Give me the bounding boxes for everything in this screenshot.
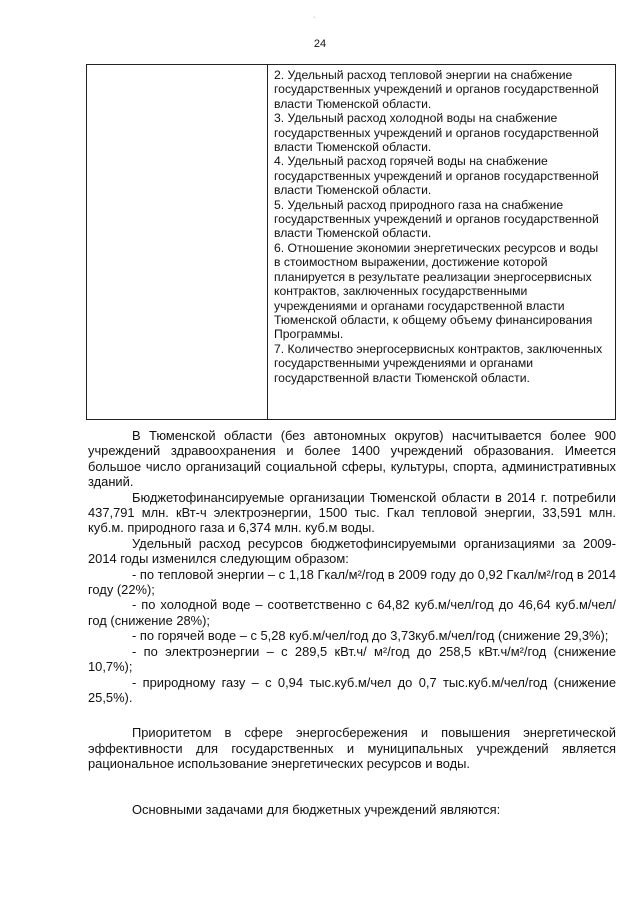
indicator-item: 6. Отношение экономии энергетических ресурсов и воды в стоимостном выражении, достижение которой планируется в результате реализации энергосервисных контрактов, заключенных государственными учреждениями и органами государственной власти Тюменской области, к общему объему финансирования Программы. xyxy=(274,240,599,342)
paragraph-consumption: Бюджетофинансируемые организации Тюменской области в 2014 г. потребили 437,791 млн. кВт-ч электроэнергии, 1500 тыс. Гкал тепловой энергии, 33,591 млн. куб.м. природного газа и 6,374 млн. куб.м воды. xyxy=(88,489,616,536)
indicator-item: 7. Количество энергосервисных контрактов, заключенных государственными учреждениями и органами государственной власти Тюменской области. xyxy=(274,341,603,385)
list-item-heat: - по тепловой энергии – с 1,18 Гкал/м²/год в 2009 году до 0,92 Гкал/м²/год в 2014 году (22%); xyxy=(88,566,616,598)
table-cell-left xyxy=(87,65,268,419)
list-item-gas: - природному газу – с 0,94 тыс.куб.м/чел до 0,7 тыс.куб.м/чел/год (снижение 25,5%). xyxy=(88,674,616,705)
paragraph-specific-consumption: Удельный расход ресурсов бюджетофинсируемыми организациями за 2009-2014 годы изменился следующим образом: xyxy=(88,535,616,567)
list-item-hot-water: - по горячей воде – с 5,28 куб.м/чел/год до 3,73куб.м/чел/год (снижение 29,3%); xyxy=(132,628,609,644)
indicator-item: 3. Удельный расход холодной воды на снабжение государственных учреждений и органов государственной власти Тюменской области. xyxy=(274,111,599,155)
indicators-table xyxy=(86,64,616,420)
paragraph-priority: Приоритетом в сфере энергосбережения и повышения энергетической эффективности для государственных и муниципальных учреждений является рациональное использование энергетических ресурсов и воды. xyxy=(88,725,616,772)
indicator-item: 4. Удельный расход горячей воды на снабжение государственных учреждений и органов государственной власти Тюменской области. xyxy=(274,154,599,198)
list-item-electricity: - по электроэнергии – с 289,5 кВт.ч/ м²/год до 258,5 кВт.ч/м²/год (снижение 10,7%); xyxy=(88,643,616,675)
table-cell-right xyxy=(268,65,615,419)
paragraph-institutions: В Тюменской области (без автономных округов) насчитывается более 900 учреждений здравоохранения и более 1400 учреждений образования. Имеется большое число организаций социальной сферы, культуры, спорта, административных зданий. xyxy=(88,428,616,490)
indicator-item: 5. Удельный расход природного газа на снабжение государственных учреждений и органов государственной власти Тюменской области. xyxy=(274,197,599,241)
list-item-cold-water: - по холодной воде – соответственно с 64,82 куб.м/чел/год до 46,64 куб.м/чел/год (снижение 28%); xyxy=(88,597,616,628)
scan-mark: · xyxy=(313,14,316,21)
document-body xyxy=(88,428,616,817)
paragraph-tasks: Основными задачами для бюджетных учреждений являются: xyxy=(132,801,501,817)
page-number: 24 xyxy=(313,38,327,50)
indicator-item: 2. Удельный расход тепловой энергии на снабжение государственных учреждений и органов государственной власти Тюменской области. xyxy=(274,68,599,111)
